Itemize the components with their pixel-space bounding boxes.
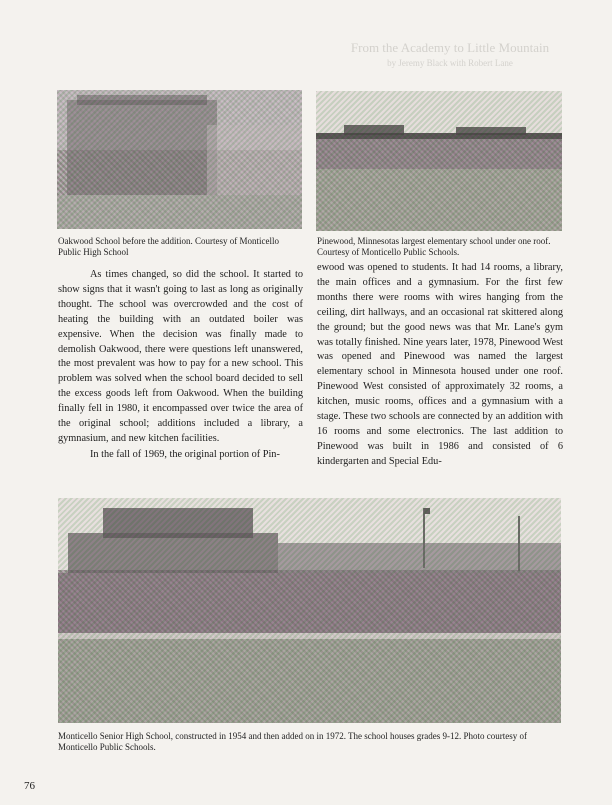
body-paragraph: ewood was opened to students. It had 14 rooms, a library, the main offices and a gymnasium. For the first few months there were rooms with wires hanging from the ceiling, dirt hallways, and an occasional rat skittered along the ground; but the good news was that Mr. Lane's gym was totally finished. Nine years later, 1978, Pinewood West was opened and Pinewood was named the largest elementary school in Minnesota housed under one roof. Pinewood West consisted of approximately 32 rooms, a kitchen, music rooms, offices and a gymnasium with a stage. These two schools are connected by an addition with 16 rooms and some electronics. The last addition to Pinewood was built in 1986 and consisted of 6 kindergarten and Special Edu- [317, 262, 563, 467]
bleed-through-text [300, 40, 600, 68]
body-paragraph: As times changed, so did the school. It started to show signs that it wasn't going to last as long as originally thought. The school was overcrowded and the cost of heating the building with an outdated boiler was expensive. When the decision was finally made to demolish Oakwood, there were questions left unanswered, the most prevalent was how to pay for a new school. This problem was solved when the school board decided to sell the excess goods left from Oakwood. When the building finally fell in 1980, it encompassed over twice the area of the original school; additions included a library, a gymnasium, and new kitchen facilities. [58, 269, 303, 444]
bleed-through-heading: From the Academy to Little Mountain [350, 40, 550, 55]
body-text-left-column [58, 268, 303, 463]
senior-high-school-photo [58, 498, 561, 723]
senior-high-caption: Monticello Senior High School, constructed in 1954 and then added on in 1972. The school houses grades 9-12. Photo courtesy of Monticello Public Schools. [58, 731, 528, 752]
body-text-right-column [317, 261, 563, 470]
oakwood-caption: Oakwood School before the addition. Courtesy of Monticello Public High School [58, 236, 279, 257]
bleed-through-byline: by Jeremy Black with Robert Lane [387, 58, 513, 68]
pinewood-school-photo [316, 91, 562, 231]
body-paragraph: In the fall of 1969, the original portion of Pin- [90, 448, 280, 460]
pinewood-caption: Pinewood, Minnesotas largest elementary school under one roof. Courtesy of Monticello Public Schools. [317, 236, 551, 257]
oakwood-school-photo [57, 90, 302, 229]
page-number: 76 [24, 780, 35, 792]
